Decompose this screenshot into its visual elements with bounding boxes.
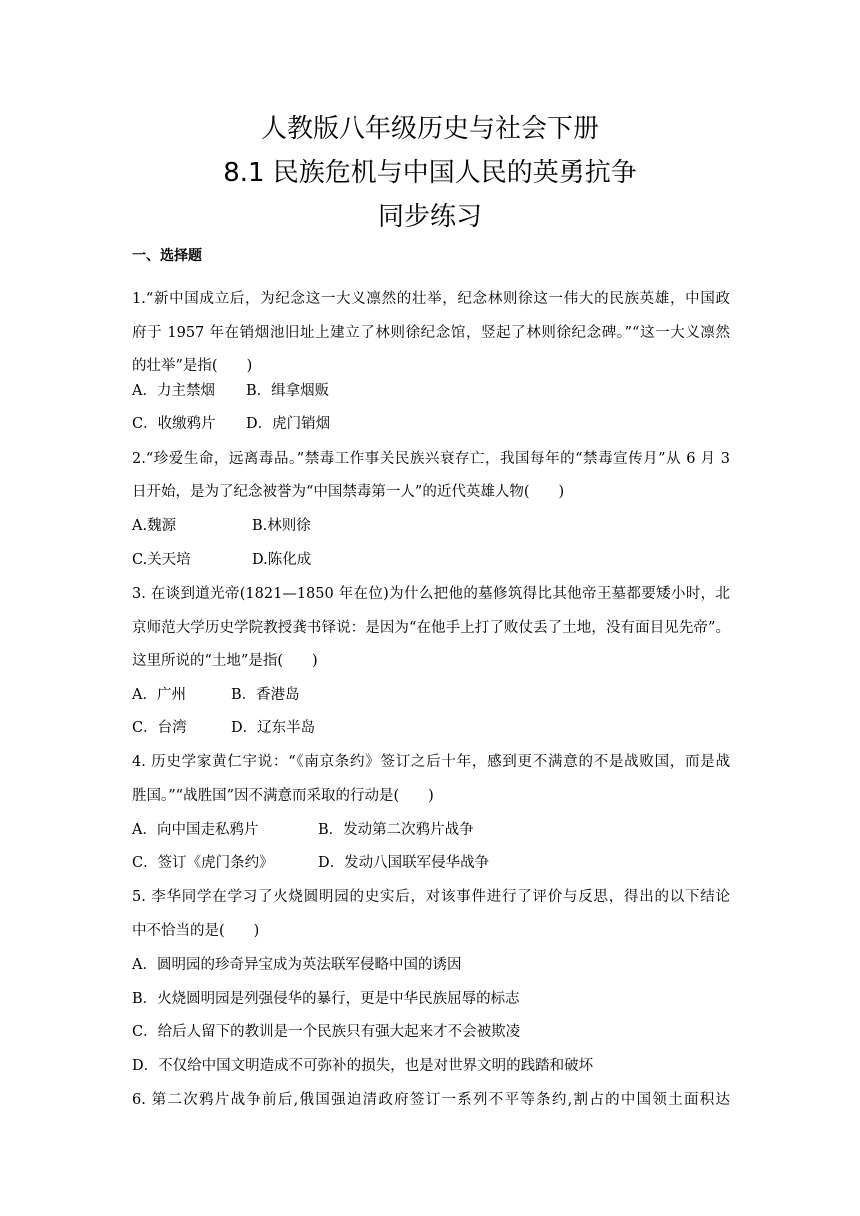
question-1-line-1: 1.“新中国成立后，为纪念这一大义凛然的壮举，纪念林则徐这一伟大的民族英雄，中国政 xyxy=(132,291,730,307)
title-line-3: 同步练习 xyxy=(377,202,482,232)
title-line-2: 8.1 民族危机与中国人民的英勇抗争 xyxy=(223,158,637,188)
section-heading: 一、选择题 xyxy=(132,248,202,264)
question-3-option-a: A．广州 xyxy=(132,687,186,703)
question-1-option-a: A．力主禁烟 xyxy=(132,383,215,399)
question-2-option-b: B.林则徐 xyxy=(252,518,311,534)
question-3-option-d: D．辽东半岛 xyxy=(231,720,316,736)
question-2-line-1: 2.“珍爱生命，远离毒品。”禁毒工作事关民族兴衰存亡，我国每年的“禁毒宣传月”从 6 月 3 xyxy=(132,451,730,467)
question-1-option-b: B．缉拿烟贩 xyxy=(246,383,330,399)
question-5-line-1: 5. 李华同学在学习了火烧圆明园的史实后，对该事件进行了评价与反思，得出的以下结论 xyxy=(132,889,730,905)
question-2-line-2: 日开始，是为了纪念被誉为“中国禁毒第一人”的近代英雄人物( ) xyxy=(132,484,565,500)
question-6-line-1: 6. 第二次鸦片战争前后,俄国强迫清政府签订一系列不平等条约,割占的中国领土面积达 xyxy=(132,1092,730,1108)
question-4-line-1: 4. 历史学家黄仁宇说：“《南京条约》签订之后十年，感到更不满意的不是战败国，而是战 xyxy=(132,754,730,770)
question-1-line-2: 府于 1957 年在销烟池旧址上建立了林则徐纪念馆，竖起了林则徐纪念碑。”“这一大义凛然 xyxy=(132,325,730,341)
question-3-line-1: 3. 在谈到道光帝(1821—1850 年在位)为什么把他的墓修筑得比其他帝王墓都要矮小时，北 xyxy=(132,586,730,602)
question-1-option-d: D．虎门销烟 xyxy=(246,416,331,432)
question-3-line-2: 京师范大学历史学院教授龚书铎说：是因为“在他手上打了败仗丢了土地，没有面目见先帝”。 xyxy=(132,620,730,636)
question-4-option-b: B．发动第二次鸦片战争 xyxy=(318,822,474,838)
question-4-option-a: A．向中国走私鸦片 xyxy=(132,822,259,838)
question-5-option-a: A．圆明园的珍奇异宝成为英法联军侵略中国的诱因 xyxy=(132,957,462,973)
question-2-option-a: A.魏源 xyxy=(132,518,177,534)
question-4-line-2: 胜国。”“战胜国”因不满意而采取的行动是( ) xyxy=(132,788,434,804)
question-1-line-3: 的壮举”是指( ) xyxy=(132,358,253,374)
title-line-1: 人教版八年级历史与社会下册 xyxy=(260,114,599,144)
question-2-option-d: D.陈化成 xyxy=(252,552,312,568)
question-2-option-c: C.关天培 xyxy=(132,552,191,568)
question-3-option-c: C．台湾 xyxy=(132,720,187,736)
question-5-option-b: B．火烧圆明园是列强侵华的暴行，更是中华民族屈辱的标志 xyxy=(132,991,520,1007)
question-5-line-2: 中不恰当的是( ) xyxy=(132,923,260,939)
question-3-line-3: 这里所说的“土地”是指( ) xyxy=(132,653,318,669)
question-3-option-b: B．香港岛 xyxy=(231,687,300,703)
question-4-option-d: D．发动八国联军侵华战争 xyxy=(318,855,490,871)
question-5-option-c: C．给后人留下的教训是一个民族只有强大起来才不会被欺凌 xyxy=(132,1024,521,1040)
question-5-option-d: D．不仅给中国文明造成不可弥补的损失，也是对世界文明的践踏和破坏 xyxy=(132,1058,594,1074)
question-1-option-c: C．收缴鸦片 xyxy=(132,416,216,432)
question-4-option-c: C．签订《虎门条约》 xyxy=(132,855,274,871)
